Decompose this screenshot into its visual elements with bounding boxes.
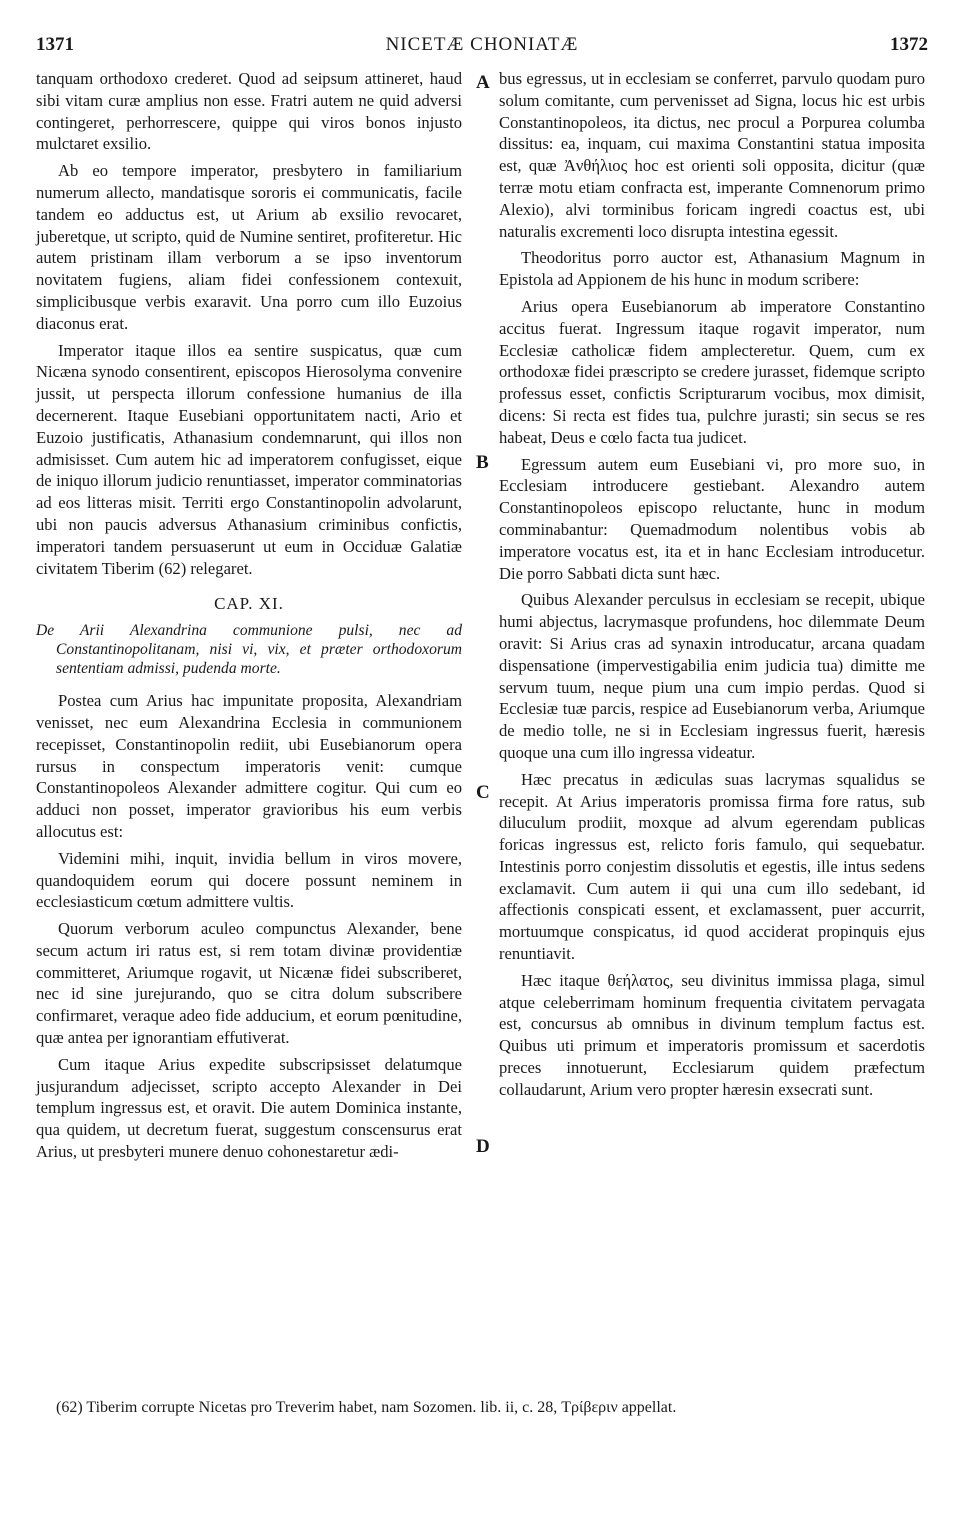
page-number-left: 1371 <box>36 34 74 55</box>
section-marker-d: D <box>476 1136 490 1157</box>
section-marker-a: A <box>476 72 490 93</box>
left-column <box>36 68 462 1168</box>
paragraph: Egressum autem eum Eusebiani vi, pro more suo, in Ecclesiam introducere gestiebant. Alexandro autem Constantinopoleos episcopo reluctante, hunc in modum comminabantur: Quemadmodum nolentibus vobis ab imperatore vocatus est, ita et in hanc Ecclesiam introducetur. Die porro Sabbati dicta sunt hæc. <box>499 454 925 583</box>
chapter-heading: CAP. XI. <box>214 594 284 614</box>
section-marker-c: C <box>476 782 490 803</box>
paragraph: Videmini mihi, inquit, invidia bellum in viros movere, quandoquidem eorum qui docere possunt neminem in ecclesiasticum cœtum admittere vultis. <box>36 848 462 912</box>
paragraph: Imperator itaque illos ea sentire suspicatus, quæ cum Nicæna synodo consentirent, episcopos Hierosolyma convenire jussit, ut perspecta illorum confessione humanius de illa decernerent. Itaque Eusebiani opportunitatem nacti, Ario et Euzoio justificatis, Athanasium condemnarunt, qui illos non admisisset. Cum autem hic ad imperatorem confugisset, eique de iniquo illorum judicio renuntiasset, imperator comminatorias ad eos litteras misit. Territi ergo Constantinopolin advolarunt, ubi non paucis adversus Athanasium criminibus confictis, imperatori tandem persuaserunt ut eum in Occiduæ Galatiæ civitatem Tiberim (62) relegaret. <box>36 340 462 578</box>
paragraph: Arius opera Eusebianorum ab imperatore Constantino accitus fuerat. Ingressum itaque rogavit imperator, num Ecclesiæ catholicæ fidem amplecteretur. Quem, cum ex orthodoxæ fidei præscripto se credere jurasset, fidemque scripto professus esset, confictis Scripturarum vocibus, mox dimisit, dicens: Si recta est fides tua, pulchre jurasti; sin secus se res habeat, Deus e cœlo facta tua judicet. <box>499 296 925 447</box>
right-column <box>499 68 925 1106</box>
paragraph: tanquam orthodoxo crederet. Quod ad seipsum attineret, haud sibi vitam curæ amplius non esse. Fratri autem ne quid adversi contingeret, perhorrescere, quippe qui viros bonos injusto mulctaret exsilio. <box>36 69 462 154</box>
running-title: NICETÆ CHONIATÆ <box>385 34 579 55</box>
section-marker-b: B <box>476 452 489 473</box>
paragraph: bus egressus, ut in ecclesiam se conferret, parvulo quodam puro solum comitante, cum pervenisset ad Signa, locus hic est urbis Constantinopoleos, ita dictus, nec procul a Porpurea columba dissitus: ea, inquam, cui maxima Constantini statua imposita est, quæ Ἀνθήλιος hoc est orienti soli opposita, dicitur (quæ terræ motu etiam confracta est, imperante Comnenorum primo Alexio), alvi torminibus foricam ingredi coactus est, ubi naturalis excrementi loco disrupta intestina egessit. <box>499 69 925 241</box>
paragraph: Hæc itaque θεήλατος, seu divinitus immissa plaga, simul atque celeberrimam hominum frequentia civitatem pervagata est, concursus ab omnibus in divinum templum factus est. Quibus uti primum et imperatoris promissum et sacerdotis preces innotuerunt, Ecclesiarum quidem præfectum collaudarunt, Arium vero propter hæresin exsecrati sunt. <box>499 970 925 1099</box>
page-header <box>36 34 928 58</box>
paragraph: Theodoritus porro auctor est, Athanasium Magnum in Epistola ad Appionem de his hunc in modum scribere: <box>499 248 925 290</box>
paragraph: Cum itaque Arius expedite subscripsisset delatumque jusjurandum adjecisset, scripto accepto Alexander in Dei templum ingressus est, et oravit. Die autem Dominica instante, qua quidem, ut decretum fuerat, suggestum conscensurus erat Arius, ut presbyteri munere denuo cohonestaretur ædi- <box>36 1054 462 1162</box>
paragraph: Hæc precatus in ædiculas suas lacrymas squalidus se recepit. At Arius imperatoris promissa firma fore ratus, sub diluculum prodiit, moxque ad alvum egerendam publicas foricas ingressus est, relicto foris famulo, qui sequebatur. Intestinis porro conjestim dissolutis et egestis, ille intus sedens exclamavit. Cum autem ii qui una cum illo sedebant, id affectionis conspicati essent, et exclamassent, puer accurrit, mortuumque conspicatus, id quod acciderat propinquis ejus renuntiavit. <box>499 769 925 964</box>
page-number-right: 1372 <box>890 34 928 55</box>
paragraph: Quibus Alexander perculsus in ecclesiam se recepit, ubique humi abjectus, lacrymasque profundens, hoc dilemmate Deum oravit: Si Arius cras ad synaxin introducatur, arcana quadam dispensatione (impervestigabilia enim judicia tua) dimitte me servum tuum, neque pium una cum impio perdas. Quod si Ecclesiæ tuæ parcis, respice ad Eusebianorum verba, Ariumque de medio tolle, ne si in Ecclesiam ingressus fuerit, hæresis quoque una cum illo ingressa videatur. <box>499 590 925 762</box>
chapter-argument: De Arii Alexandrina communione pulsi, nec ad Constantinopolitanam, nisi vi, vix, et præter orthodoxorum sententiam admissi, pudenda morte. <box>36 622 462 678</box>
paragraph: Quorum verborum aculeo compunctus Alexander, bene secum actum iri ratus est, si rem totam divinæ providentiæ committeret, Ariumque rogavit, ut Nicænæ fidei subscriberet, nec id sine jurejurando, quo se citra dolum subscribere confirmaret, veraque adeo fide adducium, et eorum pœnitudine, quæ antea per ignorantiam effutiverat. <box>36 919 462 1048</box>
paragraph: Postea cum Arius hac impunitate proposita, Alexandriam venisset, nec eum Alexandrina Ecclesia in communionem recepisset, Constantinopolin rediit, ubi Eusebianorum opera rursus in conspectum imperatoris venit: cumque Constantinopoleos Alexander admittere cogitur. Qui cum eo adduci non posset, imperator gravioribus his eum verbis allocutus est: <box>36 691 462 841</box>
paragraph: Ab eo tempore imperator, presbytero in familiarium numerum allecto, mandatisque sororis ei communicatis, facile tandem eo adductus est, ut Arium ab exsilio revocaret, juberetque, ut scripto, quid de Numine sentiret, profiteretur. Hic autem pristinam illam verborum a se ipso inventorum novitatem fugiens, aliam fidei confessionem contexuit, simplicibusque verbis exaravit. Una porro cum illo Euzoius diaconus erat. <box>36 161 462 333</box>
footnote: (62) Tiberim corrupte Nicetas pro Treverim habet, nam Sozomen. lib. ii, c. 28, Τρίβεριν appellat. <box>56 1399 677 1416</box>
